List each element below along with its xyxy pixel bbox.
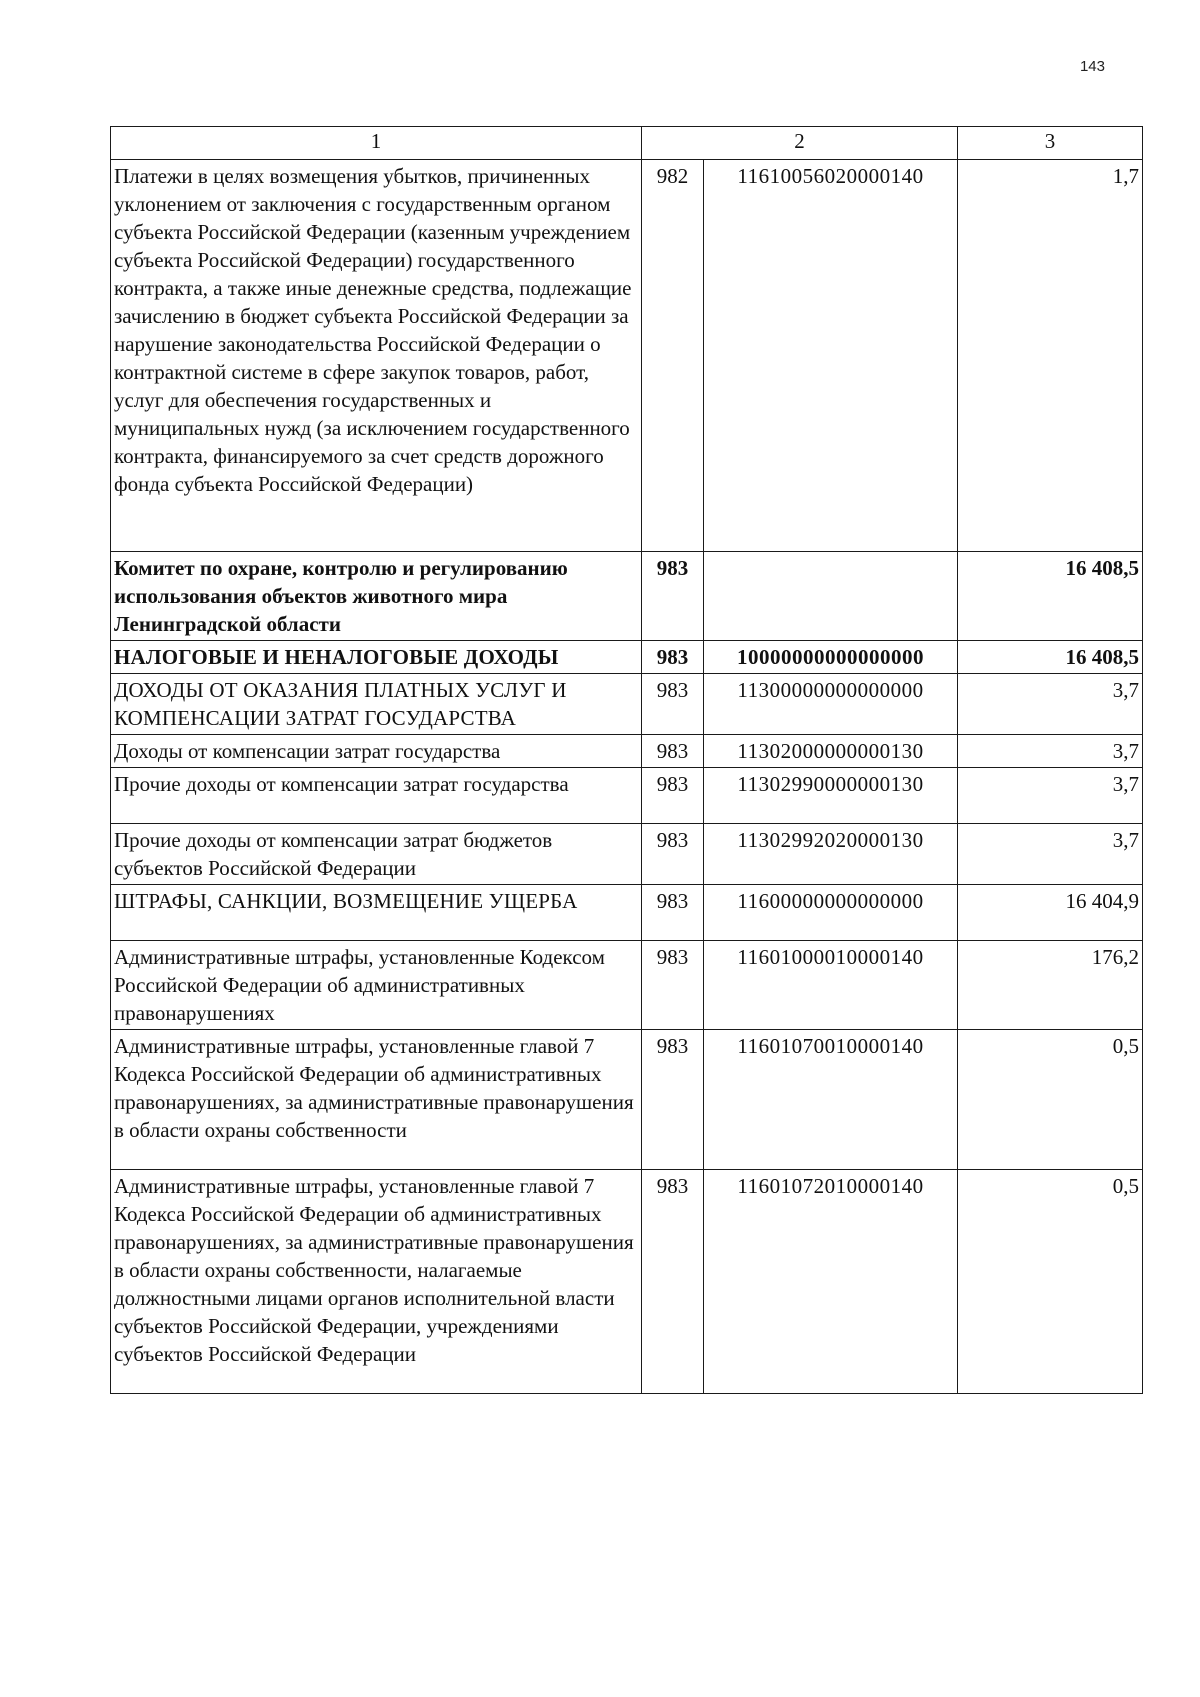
page-number: 143 [1079, 58, 1105, 75]
row-budget-code: 11302990000000130 [704, 768, 958, 824]
row-name: Доходы от компенсации затрат государства [111, 735, 642, 768]
row-budget-code: 11302000000000130 [704, 735, 958, 768]
row-budget-code: 11600000000000000 [704, 885, 958, 941]
table-row [111, 160, 1143, 552]
row-budget-code: 11610056020000140 [704, 160, 958, 552]
row-sum: 176,2 [958, 941, 1143, 1030]
row-name: Административные штрафы, установленные Кодексом Российской Федерации об административных правонарушениях [111, 941, 642, 1030]
table-header-row [111, 127, 1143, 160]
column-header-1: 1 [111, 127, 642, 160]
row-budget-code: 11300000000000000 [704, 674, 958, 735]
table-row [111, 1030, 1143, 1170]
row-budget-code: 11601000010000140 [704, 941, 958, 1030]
row-budget-code: 10000000000000000 [704, 641, 958, 674]
table-row [111, 824, 1143, 885]
row-sum: 3,7 [958, 674, 1143, 735]
row-name: Комитет по охране, контролю и регулированию использования объектов животного мира Ленинградской области [111, 552, 642, 641]
row-sum: 3,7 [958, 768, 1143, 824]
row-name: Прочие доходы от компенсации затрат бюджетов субъектов Российской Федерации [111, 824, 642, 885]
row-admin-code: 983 [642, 824, 704, 885]
row-admin-code: 983 [642, 735, 704, 768]
row-budget-code [704, 552, 958, 641]
table-row [111, 552, 1143, 641]
table-row [111, 641, 1143, 674]
table-row [111, 674, 1143, 735]
row-admin-code: 983 [642, 885, 704, 941]
row-admin-code: 983 [642, 768, 704, 824]
row-sum: 3,7 [958, 824, 1143, 885]
row-budget-code: 11601072010000140 [704, 1170, 958, 1394]
table-row [111, 735, 1143, 768]
column-header-3: 3 [958, 127, 1143, 160]
column-header-2: 2 [642, 127, 958, 160]
row-name: ШТРАФЫ, САНКЦИИ, ВОЗМЕЩЕНИЕ УЩЕРБА [111, 885, 642, 941]
table-row [111, 1170, 1143, 1394]
row-budget-code: 11302992020000130 [704, 824, 958, 885]
table-row [111, 768, 1143, 824]
row-sum: 16 408,5 [958, 552, 1143, 641]
row-budget-code: 11601070010000140 [704, 1030, 958, 1170]
row-admin-code: 983 [642, 1030, 704, 1170]
row-admin-code: 983 [642, 552, 704, 641]
row-admin-code: 982 [642, 160, 704, 552]
row-name: НАЛОГОВЫЕ И НЕНАЛОГОВЫЕ ДОХОДЫ [111, 641, 642, 674]
row-name: Прочие доходы от компенсации затрат государства [111, 768, 642, 824]
row-admin-code: 983 [642, 641, 704, 674]
row-sum: 16 404,9 [958, 885, 1143, 941]
row-name: Платежи в целях возмещения убытков, причиненных уклонением от заключения с государственным органом субъекта Российской Федерации (казенным учреждением субъекта Российской Федерации) государственного контракта, а также иные денежные средства, подлежащие зачислению в бюджет субъекта Российской Федерации за нарушение законодательства Российской Федерации о контрактной системе в сфере закупок товаров, работ, услуг для обеспечения государственных и муниципальных нужд (за исключением государственного контракта, финансируемого за счет средств дорожного фонда субъекта Российской Федерации) [111, 160, 642, 552]
row-name: Административные штрафы, установленные главой 7 Кодекса Российской Федерации об административных правонарушениях, за административные правонарушения в области охраны собственности, налагаемые должностными лицами органов исполнительной власти субъектов Российской Федерации, учреждениями субъектов Российской Федерации [111, 1170, 642, 1394]
row-name: ДОХОДЫ ОТ ОКАЗАНИЯ ПЛАТНЫХ УСЛУГ И КОМПЕНСАЦИИ ЗАТРАТ ГОСУДАРСТВА [111, 674, 642, 735]
row-sum: 0,5 [958, 1030, 1143, 1170]
row-admin-code: 983 [642, 941, 704, 1030]
table-row [111, 941, 1143, 1030]
row-admin-code: 983 [642, 1170, 704, 1394]
row-sum: 3,7 [958, 735, 1143, 768]
row-sum: 1,7 [958, 160, 1143, 552]
revenue-table [110, 126, 1143, 1394]
row-admin-code: 983 [642, 674, 704, 735]
table-row [111, 885, 1143, 941]
row-sum: 16 408,5 [958, 641, 1143, 674]
row-sum: 0,5 [958, 1170, 1143, 1394]
row-name: Административные штрафы, установленные главой 7 Кодекса Российской Федерации об административных правонарушениях, за административные правонарушения в области охраны собственности [111, 1030, 642, 1170]
